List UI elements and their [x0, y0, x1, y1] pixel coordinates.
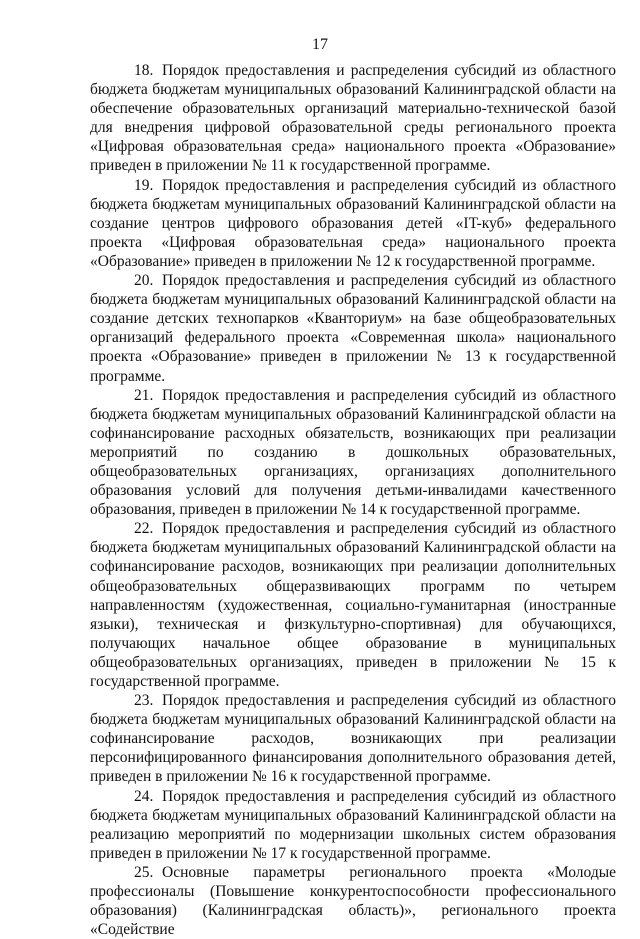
paragraph-23 [90, 691, 616, 786]
paragraph-24 [90, 787, 616, 863]
paragraph-text: Порядок предоставления и распределения субсидий из областного бюджета бюджетам муниципальных образований Калининградской области на создание детских технопарков «Кванториум» на базе общеобразовательных организаций федерального проекта «Современная школа» национального проекта «Образование» приведен в приложении № 13 к государственной программе. [90, 272, 616, 385]
paragraph-25 [90, 863, 616, 939]
paragraph-19 [90, 176, 616, 271]
paragraph-text: Порядок предоставления и распределения субсидий из областного бюджета бюджетам муниципальных образований Калининградской области на реализацию мероприятий по модернизации школьных систем образования приведен в приложении № 17 к государственной программе. [90, 787, 616, 862]
paragraph-22 [90, 519, 616, 691]
paragraph-number: 22. [134, 520, 154, 538]
page-number: 17 [312, 36, 328, 53]
paragraph-text: Порядок предоставления и распределения субсидий из областного бюджета бюджетам муниципальных образований Калининградской области на обеспечение образовательных организаций материально-технической базой для внедрения цифровой образовательной среды регионального проекта «Цифровая образовательная среда» национального проекта «Образование» приведен в приложении № 11 к государственной программе. [90, 62, 616, 175]
paragraph-number: 24. [134, 787, 154, 805]
document-body [90, 61, 616, 939]
paragraph-18 [90, 61, 616, 176]
paragraph-21 [90, 386, 616, 520]
paragraph-text: Порядок предоставления и распределения субсидий из областного бюджета бюджетам муниципальных образований Калининградской области на софинансирование расходов, возникающих при реализации дополнительных общеобразовательных общеразвивающих программ по четырем направленностям (художественная, социально-гуманитарная (иностранные языки), техническая и физкультурно-спортивная) для обучающихся, получающих начальное общее образование в муниципальных общеобразовательных организациях, приведен в приложении № 15 к государственной программе. [90, 520, 616, 690]
paragraph-number: 19. [134, 176, 154, 194]
paragraph-number: 23. [134, 692, 154, 710]
paragraph-number: 18. [134, 62, 154, 79]
paragraph-text: Порядок предоставления и распределения субсидий из областного бюджета бюджетам муниципальных образований Калининградской области на софинансирование расходных обязательств, возникающих при реализации мероприятий по созданию в дошкольных образовательных, общеобразовательных организациях, организациях дополнительного образования условий для получения детьми-инвалидами качественного образования, приведен в приложении № 14 к государственной программе. [90, 386, 616, 519]
paragraph-text: Порядок предоставления и распределения субсидий из областного бюджета бюджетам муниципальных образований Калининградской области на создание центров цифрового образования детей «IT-куб» федерального проекта «Цифровая образовательная среда» национального проекта «Образование» приведен в приложении № 12 к государственной программе. [90, 176, 616, 270]
paragraph-number: 25. [134, 863, 154, 881]
paragraph-20 [90, 271, 616, 386]
paragraph-number: 20. [134, 272, 154, 290]
paragraph-number: 21. [134, 386, 154, 404]
paragraph-text: Порядок предоставления и распределения субсидий из областного бюджета бюджетам муниципальных образований Калининградской области на софинансирование расходов, возникающих при реализации персонифицированного финансирования дополнительного образования детей, приведен в приложении № 16 к государственной программе. [90, 692, 616, 786]
paragraph-text: Основные параметры регионального проекта «Молодые профессионалы (Повышение конкурентоспособности профессионального образования) (Калининградская область)», регионального проекта «Содействие [90, 863, 616, 939]
